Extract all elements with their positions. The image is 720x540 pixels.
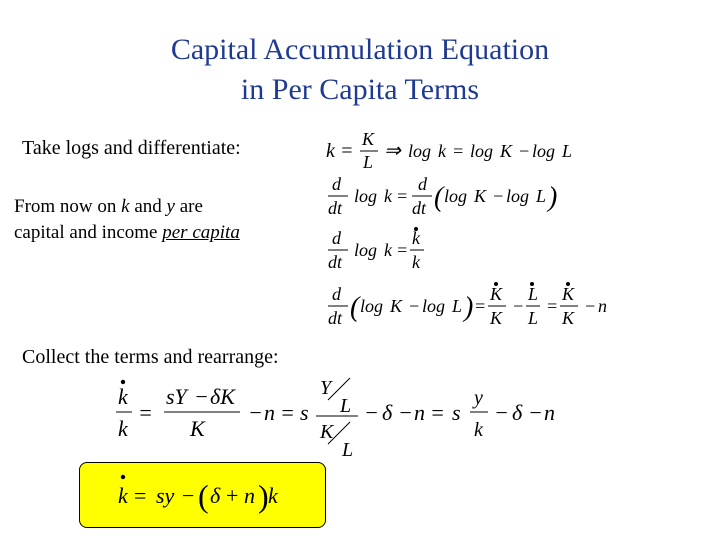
svg-text:log: log [444,186,468,206]
svg-text:L: L [342,439,354,460]
svg-text:L: L [363,152,374,172]
svg-text:K: K [490,308,503,328]
svg-text:k: k [438,141,446,161]
svg-text:K: K [190,416,205,441]
svg-text:dt: dt [328,198,343,218]
equation-4-svg [326,280,616,334]
svg-text:K: K [474,186,487,206]
equation-2 [326,174,566,227]
svg-text:K: K [562,308,575,328]
svg-text:n: n [414,400,425,425]
svg-text:=: = [474,296,487,316]
svg-text:log: log [360,296,384,316]
equation-3-svg [326,226,446,276]
svg-text:L: L [452,296,463,316]
svg-text:δ: δ [210,483,221,508]
svg-text:K: K [490,284,503,304]
svg-text:=: = [280,400,295,425]
svg-text:sy: sy [156,483,175,508]
svg-text:): ) [258,478,269,514]
svg-text:−: − [408,296,421,316]
svg-text:dt: dt [328,252,343,272]
equation-2-svg [326,174,566,222]
svg-text:−: − [398,400,413,425]
svg-text:+: + [226,483,239,508]
note-line-2 [14,220,314,246]
svg-text:k: k [118,384,128,409]
svg-text:−: − [182,483,195,508]
svg-text:=: = [430,400,445,425]
equation-5 [114,376,574,465]
svg-text:n: n [598,296,607,316]
svg-text:d: d [332,284,341,304]
svg-text:(: ( [198,478,209,514]
note-per-capita: per capita [162,222,240,243]
result-equation-svg [80,463,325,527]
svg-text:log: log [354,186,378,206]
note-k: k [121,196,130,217]
equation-5-svg [114,376,574,460]
svg-text:−: − [364,400,379,425]
note-text: and [129,196,167,217]
note-line-1 [14,194,314,220]
svg-text:): ) [464,292,474,323]
svg-text:y: y [474,387,483,409]
equation-4 [326,280,616,339]
svg-text:=: = [546,296,559,316]
svg-text:log: log [532,141,556,161]
svg-text:K: K [500,141,513,161]
collect-label: Collect the terms and rearrange: [22,346,279,368]
svg-text:n: n [264,400,275,425]
svg-text:k: k [412,252,420,272]
svg-text:k: k [384,240,392,260]
svg-text:log: log [470,141,494,161]
note-y: y [166,196,175,217]
svg-text:s: s [452,400,461,425]
svg-text:d: d [332,228,341,248]
svg-text:n: n [544,400,555,425]
svg-text:L: L [340,395,352,417]
note-text: From now on [14,196,122,217]
svg-text:): ) [548,182,558,213]
svg-text:−: − [528,400,543,425]
svg-text:(: ( [434,182,444,213]
svg-text:K: K [562,284,575,304]
svg-text:K: K [390,296,403,316]
svg-text:=: = [396,240,409,260]
per-capita-note [14,194,314,246]
svg-text:log: log [422,296,446,316]
svg-text:d: d [332,174,341,194]
svg-text:n: n [244,483,255,508]
svg-text:Y: Y [320,377,332,399]
svg-text:=: = [396,186,409,206]
take-logs-label: Take logs and differentiate: [22,137,241,159]
svg-text:log: log [506,186,530,206]
svg-text:L: L [562,141,573,161]
svg-text:s: s [300,400,309,425]
svg-text:−: − [194,384,209,409]
svg-text:log: log [354,240,378,260]
svg-text:−: − [584,296,597,316]
svg-text:log: log [408,141,432,161]
svg-text:(: ( [350,292,360,323]
svg-text:K: K [320,421,334,443]
svg-text:⇒: ⇒ [384,140,401,162]
svg-text:k: k [268,483,278,508]
svg-text:−: − [512,296,525,316]
svg-text:k: k [118,483,128,508]
svg-text:−: − [518,141,531,161]
svg-text:=: = [340,140,354,162]
svg-text:d: d [418,174,427,194]
svg-text:k: k [326,140,335,162]
svg-text:=: = [134,483,147,508]
svg-text:=: = [452,141,465,161]
svg-text:L: L [536,186,547,206]
svg-text:k: k [384,186,392,206]
svg-text:−: − [492,186,505,206]
title-line-1: Capital Accumulation Equation [170,33,550,66]
svg-text:=: = [138,400,153,425]
svg-text:δ: δ [512,400,523,425]
svg-text:sY: sY [166,384,187,409]
svg-text:δK: δK [210,384,235,409]
svg-text:k: k [412,228,420,248]
svg-text:k: k [118,416,128,441]
svg-text:dt: dt [328,308,343,328]
svg-text:dt: dt [412,198,427,218]
title-line-2: in Per Capita Terms [240,73,480,106]
equation-1-svg [326,128,586,172]
svg-text:−: − [248,400,263,425]
svg-text:K: K [362,129,375,149]
slide-title [0,30,720,110]
svg-text:−: − [494,400,509,425]
svg-text:δ: δ [382,400,393,425]
note-text: capital and income [14,222,163,243]
equation-3 [326,226,446,281]
note-text: are [174,196,203,217]
equation-1 [326,128,586,177]
svg-text:L: L [528,308,539,328]
svg-text:L: L [528,284,539,304]
result-highlight-box [79,462,326,528]
svg-text:k: k [474,419,483,441]
